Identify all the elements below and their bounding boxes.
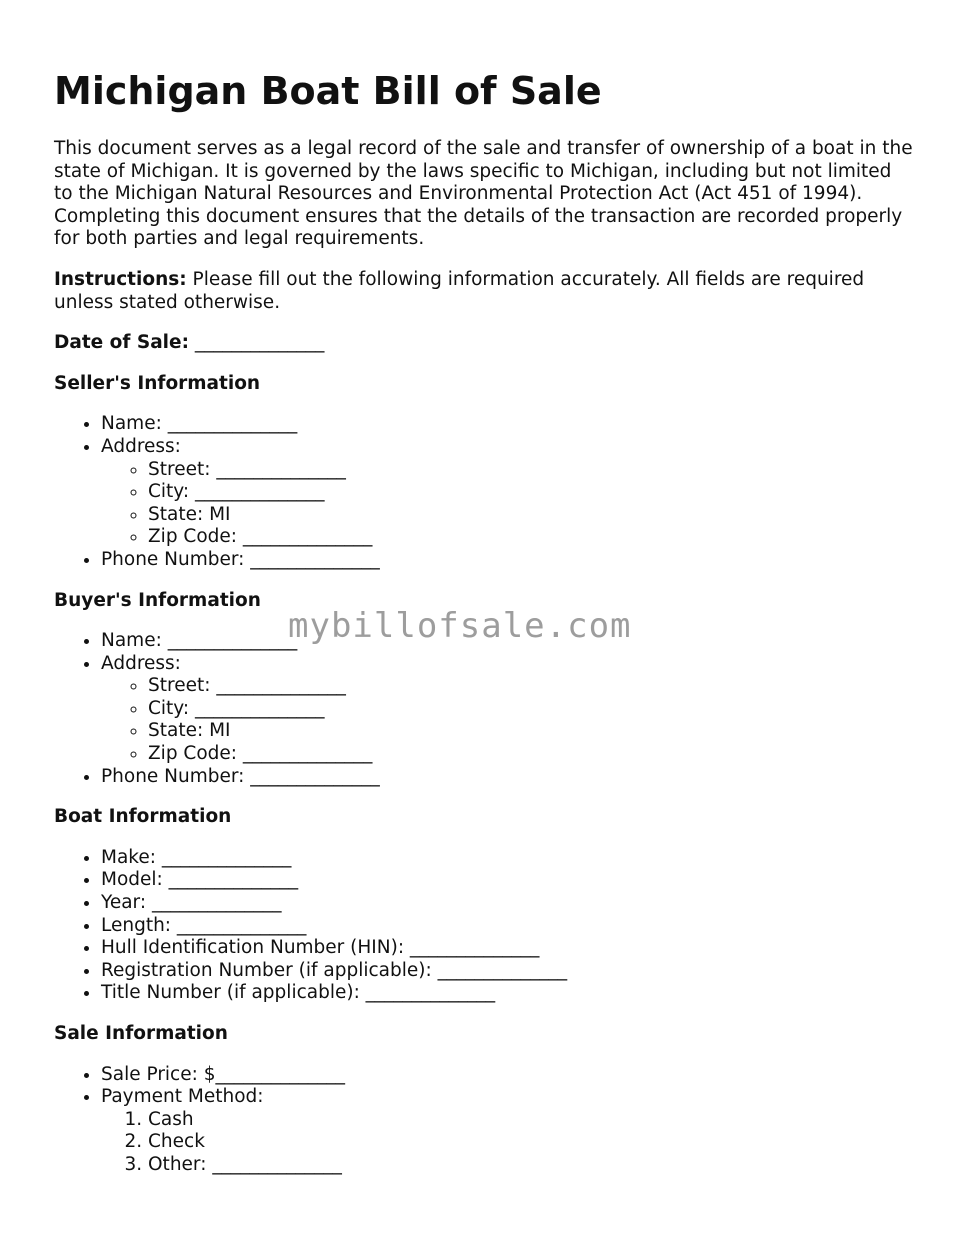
boat-hin-field[interactable]: • Hull Identification Number (HIN): ______________ <box>101 937 914 960</box>
buyer-heading: Buyer's Information <box>54 589 261 611</box>
intro-paragraph: This document serves as a legal record of the sale and transfer of ownership of a boat in the state of Michigan. It is governed by the laws specific to Michigan, including but not limited to the Michigan Natural Resources and Environmental Protection Act (Act 451 of 1994). Completing this document ensures that the details of the transaction are recorded properly for both parties and legal requirements. <box>54 138 913 250</box>
seller-state-field: ◦ State: MI <box>148 504 914 527</box>
watermark-text: mybillofsale.com <box>288 606 632 646</box>
boat-model-field[interactable]: • Model: ______________ <box>101 869 914 892</box>
buyer-phone-field[interactable]: • Phone Number: ______________ <box>101 766 914 789</box>
boat-list <box>54 847 914 1005</box>
page-title: Michigan Boat Bill of Sale <box>54 69 602 113</box>
seller-list <box>54 413 914 571</box>
boat-registration-field[interactable]: • Registration Number (if applicable): ______________ <box>101 960 914 983</box>
seller-street-field[interactable]: ◦ Street: ______________ <box>148 459 914 482</box>
buyer-state-field: ◦ State: MI <box>148 720 914 743</box>
seller-name-field[interactable]: • Name: ______________ <box>101 413 914 436</box>
seller-phone-field[interactable]: • Phone Number: ______________ <box>101 549 914 572</box>
payment-option-other[interactable]: 3. Other: ______________ <box>148 1154 914 1177</box>
buyer-address-label: Address: <box>101 652 181 674</box>
boat-heading: Boat Information <box>54 806 232 828</box>
instructions-paragraph <box>54 269 914 314</box>
payment-option-check[interactable]: 2. Check <box>148 1131 914 1154</box>
payment-method-item <box>101 1086 914 1176</box>
seller-address-list <box>101 459 914 549</box>
instructions-label: Instructions: <box>54 268 187 290</box>
buyer-list <box>54 630 914 788</box>
buyer-city-field[interactable]: ◦ City: ______________ <box>148 698 914 721</box>
boat-make-field[interactable]: • Make: ______________ <box>101 847 914 870</box>
buyer-street-field[interactable]: ◦ Street: ______________ <box>148 675 914 698</box>
seller-heading: Seller's Information <box>54 372 261 394</box>
date-of-sale-blank[interactable]: ______________ <box>188 332 325 354</box>
sale-heading: Sale Information <box>54 1023 228 1044</box>
seller-zip-field[interactable]: ◦ Zip Code: ______________ <box>148 526 914 549</box>
date-of-sale <box>54 332 914 355</box>
buyer-address-item <box>101 653 914 766</box>
buyer-zip-field[interactable]: ◦ Zip Code: ______________ <box>148 743 914 766</box>
seller-address-label: Address: <box>101 435 181 457</box>
payment-option-cash[interactable]: 1. Cash <box>148 1109 914 1132</box>
boat-year-field[interactable]: • Year: ______________ <box>101 892 914 915</box>
payment-method-options <box>101 1109 914 1177</box>
buyer-name-field[interactable]: • Name: ______________ <box>101 630 914 653</box>
boat-title-number-field[interactable]: • Title Number (if applicable): ______________ <box>101 982 914 1005</box>
sale-list <box>54 1064 914 1177</box>
instructions-text: Please fill out the following information accurately. All fields are required unless stated otherwise. <box>54 268 865 313</box>
boat-length-field[interactable]: • Length: ______________ <box>101 915 914 938</box>
seller-city-field[interactable]: ◦ City: ______________ <box>148 481 914 504</box>
seller-address-item <box>101 436 914 549</box>
date-of-sale-label: Date of Sale: <box>54 332 189 354</box>
buyer-address-list <box>101 675 914 765</box>
sale-price-field[interactable]: • Sale Price: $______________ <box>101 1064 914 1087</box>
payment-method-label: Payment Method: <box>101 1086 264 1108</box>
